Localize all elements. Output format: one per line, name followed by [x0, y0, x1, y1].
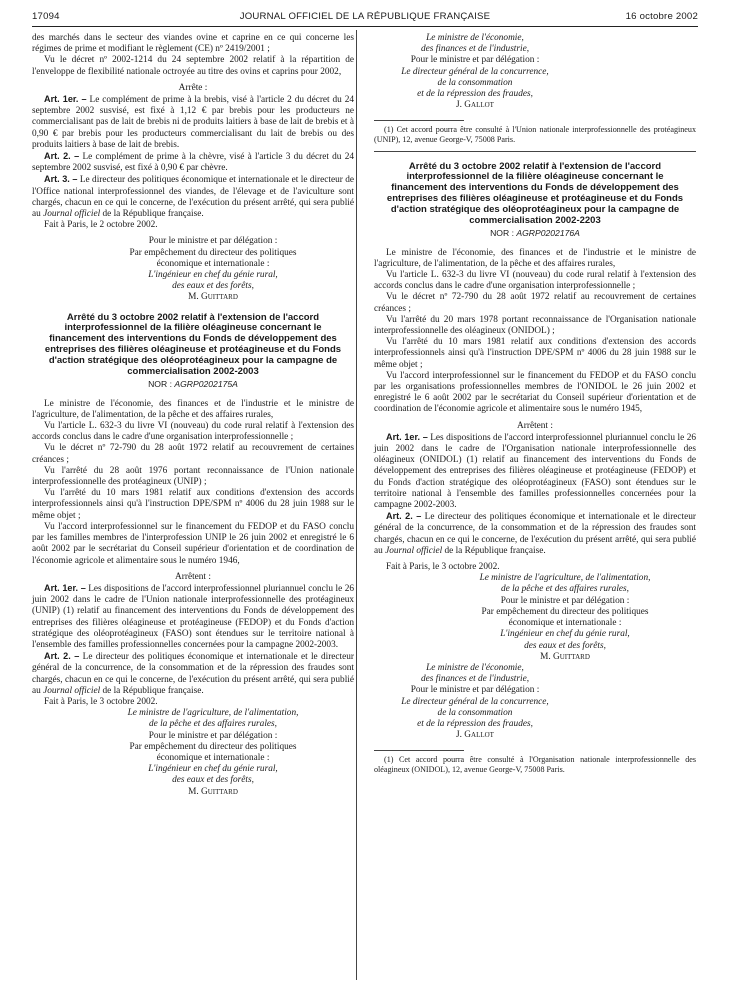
signature-line: Le ministre de l'agriculture, de l'alimentation,: [479, 573, 651, 584]
signature-block: [32, 236, 354, 303]
paragraph: Le ministre de l'économie, des finances et de l'industrie et le ministre de l'agriculture, de l'alimentation, de la pêche et des affaires rurales,: [32, 398, 354, 420]
signature-line: des eaux et des forêts,: [524, 640, 606, 651]
header-rule: [32, 26, 698, 27]
nor-code: AGRP0202176A: [516, 228, 580, 239]
paragraph: Vu le décret nº 2002-1214 du 24 septembre 2002 relatif à la répartition de l'enveloppe de flexibilité nationale octroyée au titre des ovins et caprins pour 2002,: [32, 55, 354, 77]
column-divider: [356, 30, 357, 980]
paragraph: Vu l'arrêté du 10 mars 1981 relatif aux conditions d'extension des accords interprofessionnels ainsi qu'à l'instruction DPE/SPM nº 4006 du 28 juin 1988 sur le même objet ;: [374, 337, 696, 370]
signature-line: Pour le ministre et par délégation :: [410, 55, 540, 66]
signature-line: et de la répression des fraudes,: [417, 89, 533, 100]
signature-line: Le ministre de l'agriculture, de l'alimentation,: [127, 708, 299, 719]
nor-label: NOR :: [148, 379, 172, 390]
paragraph: Vu le décret nº 72-790 du 28 août 1972 relatif au recouvrement de certaines créances ;: [32, 443, 354, 465]
signature-line: Le directeur général de la concurrence,: [401, 66, 549, 77]
decree-title: Arrêté du 3 octobre 2002 relatif à l'extension de l'accord interprofessionnel de la filière oléagineuse concernant le financement des interventions du Fonds de développement des entreprises des filières oléagineuse et protéagineuse et du Fonds d'action stratégique des oléoprotéagineux pour la campagne de commercialisation 2002-2003: [44, 311, 342, 377]
signature-line: Le ministre de l'économie,: [426, 33, 524, 43]
arretent-heading: Arrêtent :: [517, 420, 553, 431]
right-column: [374, 33, 696, 775]
footnote-rule: [374, 750, 464, 751]
signature-line: Pour le ministre et par délégation :: [148, 236, 278, 247]
paragraph: Vu le décret nº 72-790 du 28 août 1972 relatif au recouvrement de certaines créances ;: [374, 292, 696, 314]
article-label: Art. 3. –: [44, 174, 78, 185]
paragraph: Vu l'accord interprofessionnel sur le financement du FEDOP et du FASO conclu par les familles membres de l'interprofession UNIP le 26 juin 2002 et enregistré le 6 août 2002 par le secrétariat du Conseil supérieur d'orientation et de coordination de l'économie agricole et alimentaire sous le numéro 1946,: [32, 521, 354, 566]
signature-line: de la pêche et des affaires rurales,: [149, 719, 277, 730]
section-rule: [374, 151, 696, 152]
journal-reference: Journal officiel: [385, 545, 443, 556]
signature-block: [374, 573, 696, 663]
signature-line: Pour le ministre et par délégation :: [500, 595, 630, 606]
signatory-name: M. Guittard: [188, 786, 238, 797]
nor-reference: [32, 379, 354, 390]
arrete-heading: Arrête :: [178, 82, 208, 93]
signatory-name: M. Guittard: [188, 292, 238, 303]
paragraph: Vu l'accord interprofessionnel sur le financement du FEDOP et du FASO conclu par les organisations professionnelles membres de l'ONIDOL le 26 juin 2002 et enregistré le 6 août 2002 par le secrétariat du Conseil supérieur d'orientation et de coordination de l'économie agricole et alimentaire sous le numéro 1945,: [374, 370, 696, 415]
article-text: Le directeur des politiques économique et internationale et le directeur général de la concurrence, de la consommation et de la répression des fraudes sont chargés, chacun en ce qui le concerne, de l'exécution du présent arrêté, qui sera publié au: [32, 652, 355, 696]
article-2: [374, 511, 696, 557]
article-label: Art. 1er. –: [44, 582, 86, 593]
article-text: Les dispositions de l'accord interprofessionnel pluriannuel conclu le 26 juin 2002 dans le cadre de l'Organisation nationale interprofessionnelle des oléagineux (ONIDOL) (1) relatif au financement des interventions du Fonds de développement des entreprises des filières oléagineuse et protéagineuse (FEDOP) et du Fonds d'action stratégique des oléoprotéagineux (FASO) sont étendues sur le territoire national à l'ensemble des familles professionnelles concernées pour la campagne 2002-2003.: [374, 432, 696, 511]
signature-line: Le ministre de l'économie,: [426, 662, 524, 673]
signature-line: de la pêche et des affaires rurales,: [501, 584, 629, 595]
article-text: Les dispositions de l'accord interprofessionnel pluriannuel conclu le 26 juin 2002 dans le cadre de l'Union nationale interprofessionnelle des protéagineux (UNIP) (1) relatif au financement des interventions du Fonds de développement des entreprises des filières oléagineuse et protéagineuse (FEDOP) et du Fonds d'action stratégique des oléoprotéagineux (FASO) sont étendues sur le territoire national à l'ensemble des familles professionnelles concernées pour la campagne 2002-2003.: [32, 583, 354, 650]
arretent-heading: Arrêtent :: [175, 571, 211, 582]
issue-date: 16 octobre 2002: [625, 11, 698, 22]
signature-block: [374, 663, 696, 741]
signature-line: Le directeur général de la concurrence,: [401, 696, 549, 707]
article-1: [32, 583, 354, 651]
journal-title: JOURNAL OFFICIEL DE LA RÉPUBLIQUE FRANÇAISE: [239, 11, 491, 22]
signature-line: des eaux et des forêts,: [172, 281, 254, 292]
signatory-name: J. Gallot: [456, 730, 494, 741]
article-label: Art. 2. –: [386, 511, 422, 522]
article-1: [32, 94, 354, 151]
signature-line: et de la répression des fraudes,: [417, 718, 533, 729]
article-1: [374, 432, 696, 511]
article-label: Art. 1er. –: [386, 431, 428, 442]
signature-line: Pour le ministre et par délégation :: [148, 730, 278, 741]
paragraph: Vu l'arrêté du 20 mars 1978 portant reconnaissance de l'Organisation nationale interprofessionnelle des oléagineux (ONIDOL) ;: [374, 314, 696, 337]
fait-a-paris: Fait à Paris, le 3 octobre 2002.: [44, 696, 158, 707]
signature-line: de la consommation: [437, 707, 513, 718]
footnote: (1) Cet accord pourra être consulté à l'Organisation nationale interprofessionnelle des oléagineux (ONIDOL), 12, avenue George-V, 75008 Paris.: [374, 755, 696, 774]
signatory-name: M. Guittard: [540, 651, 590, 662]
article-text: de la République française.: [102, 685, 204, 696]
paragraph: Le ministre de l'économie, des finances et de l'industrie et le ministre de l'agriculture, de l'alimentation, de la pêche et des affaires rurales,: [374, 247, 696, 269]
signature-line: des eaux et des forêts,: [172, 775, 254, 786]
signature-line: L'ingénieur en chef du génie rural,: [148, 764, 278, 775]
signature-line: L'ingénieur en chef du génie rural,: [500, 629, 630, 640]
signature-line: Par empêchement du directeur des politiques: [129, 741, 297, 752]
nor-reference: [374, 228, 696, 239]
article-text: Le directeur des politiques économique et internationale et le directeur général de la concurrence, de la consommation et de la répression des fraudes sont chargés, chacun en ce qui le concerne, de l'exécution du présent arrêté, qui sera publié au: [374, 512, 697, 556]
fait-a-paris: Fait à Paris, le 3 octobre 2002.: [386, 562, 500, 573]
article-3: [32, 174, 354, 220]
paragraph: Vu l'article L. 632-3 du livre VI (nouveau) du code rural relatif à l'extension des accords conclus dans le cadre d'une organisation interprofessionnelle ;: [374, 270, 696, 292]
article-2: [32, 651, 354, 697]
article-label: Art. 2. –: [44, 651, 80, 662]
signature-line: Pour le ministre et par délégation :: [410, 685, 540, 696]
article-text: de la République française.: [444, 545, 546, 556]
journal-reference: Journal officiel: [43, 685, 101, 696]
article-text: Le complément de prime à la brebis, visé à l'article 2 du décret du 24 septembre 2002 susvisé, est fixé à 1,12 € par brebis pour les producteurs ne commercialisant pas de lait de brebis ni de produits laitiers à base de lait de brebis et à 0,90 € par brebis pour les producteurs commercialisant du lait de brebis ou des produits laitiers à base de lait de brebis.: [32, 95, 355, 150]
nor-code: AGRP0202175A: [174, 379, 238, 390]
signature-line: des finances et de l'industrie,: [420, 674, 530, 685]
signature-line: économique et internationale :: [156, 752, 270, 763]
paragraph: Vu l'arrêté du 28 août 1976 portant reconnaissance de l'Union nationale interprofessionnelle des protéagineux (UNIP) ;: [32, 465, 354, 488]
signature-line: Par empêchement du directeur des politiques: [481, 606, 649, 617]
signature-block: [32, 708, 354, 798]
paragraph: Vu l'article L. 632-3 du livre VI (nouveau) du code rural relatif à l'extension des accords conclus dans le cadre d'une organisation interprofessionnelle ;: [32, 421, 354, 443]
signature-block: [374, 33, 696, 111]
article-label: Art. 2. –: [44, 151, 80, 162]
signature-line: de la consommation: [437, 77, 513, 88]
signatory-name: J. Gallot: [456, 100, 494, 111]
signature-line: économique et internationale :: [156, 258, 270, 269]
paragraph: des marchés dans le secteur des viandes ovine et caprine en ce qui concerne les régimes de prime et modifiant le règlement (CE) nº 2419/2001 ;: [32, 33, 354, 55]
signature-line: économique et internationale :: [508, 618, 622, 629]
article-2: [32, 151, 354, 174]
signature-line: Par empêchement du directeur des politiques: [129, 247, 297, 258]
nor-label: NOR :: [490, 228, 514, 239]
page-number: 17094: [32, 11, 60, 22]
article-text: Le directeur des politiques économique et internationale et le directeur de l'Office national interprofessionnel des viandes, de l'élevage et de l'aviculture sont chargés, chacun en ce qui le concerne, de l'exécution du présent arrêté, qui sera publié au: [32, 175, 355, 220]
signature-line: L'ingénieur en chef du génie rural,: [148, 270, 278, 281]
fait-a-paris: Fait à Paris, le 2 octobre 2002.: [44, 220, 158, 231]
paragraph: Vu l'arrêté du 10 mars 1981 relatif aux conditions d'extension des accords interprofessionnels ainsi qu'à l'instruction DPE/SPM nº 4006 du 28 juin 1988 sur le même objet ;: [32, 488, 354, 521]
footnote: (1) Cet accord pourra être consulté à l'Union nationale interprofessionnelle des protéagineux (UNIP), 12, avenue George-V, 75008 Paris.: [374, 125, 696, 145]
decree-title: Arrêté du 3 octobre 2002 relatif à l'extension de l'accord interprofessionnel de la filière oléagineuse concernant le financement des interventions du Fonds de développement des entreprises des filières oléagineuse et protéagineuse et du Fonds d'action stratégique des oléoprotéagineux pour la campagne de commercialisation 2002-2203: [386, 160, 684, 226]
signature-line: des finances et de l'industrie,: [420, 44, 530, 55]
footnote-rule: [374, 120, 464, 121]
article-text: de la République française.: [102, 209, 204, 220]
journal-reference: Journal officiel: [43, 209, 101, 220]
article-label: Art. 1er. –: [44, 94, 87, 105]
left-column: [32, 33, 354, 798]
article-text: Le complément de prime à la chèvre, visé à l'article 3 du décret du 24 septembre 2002 susvisé, est fixé à 0,90 € par chèvre.: [32, 152, 355, 174]
